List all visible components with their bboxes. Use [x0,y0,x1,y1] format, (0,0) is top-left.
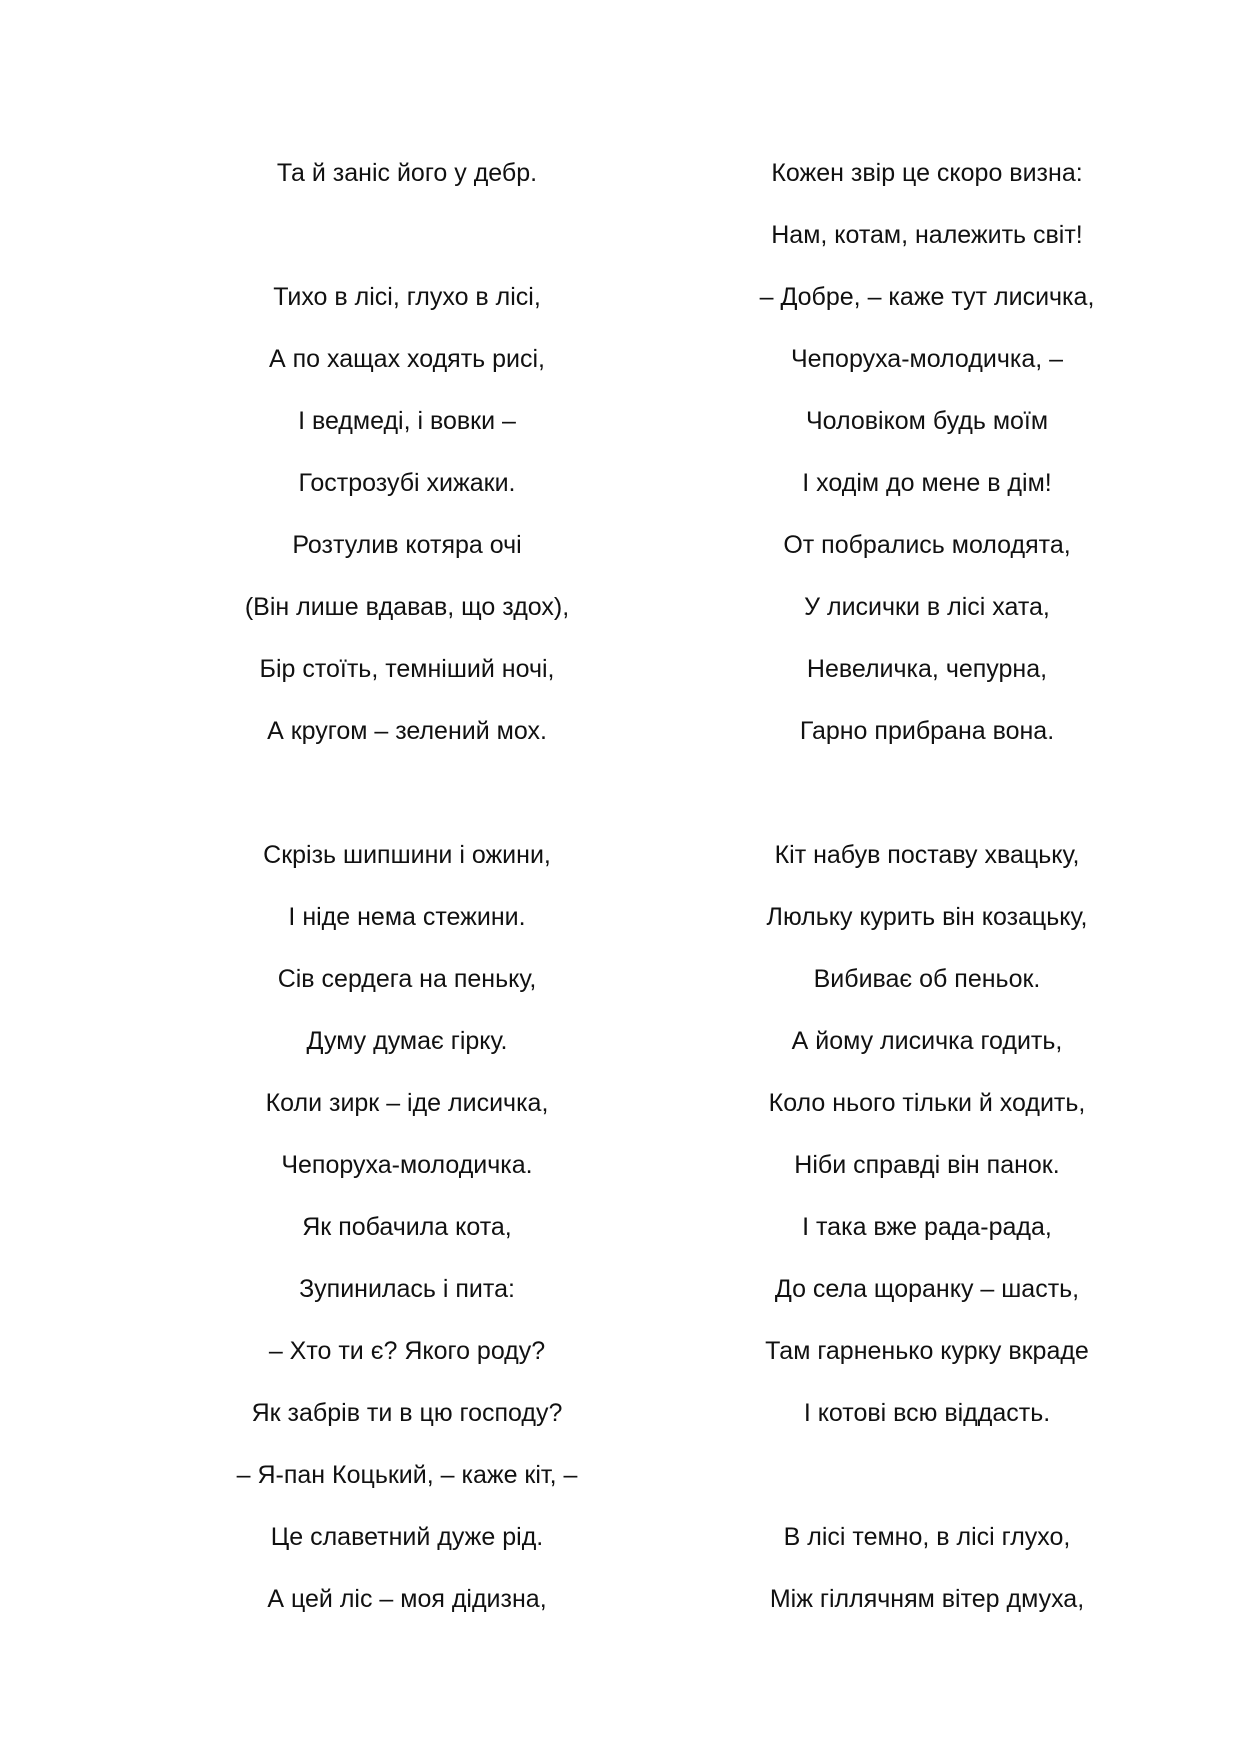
stanza-break [172,778,642,840]
poem-line: Гарно прибрана вона. [799,717,1055,745]
stanza-break [692,1460,1162,1522]
poem-line: Зупинилась і пита: [299,1275,515,1303]
poem-line: – Я-пан Коцький, – каже кіт, – [236,1461,578,1489]
poem-line: – Добре, – каже тут лисичка, [759,283,1095,311]
poem-line: Гострозубі хижаки. [298,469,516,497]
poem-line: Нам, котам, належить світ! [771,221,1083,249]
poem-line: А йому лисичка годить, [791,1027,1063,1055]
poem-line: У лисички в лісі хата, [804,593,1050,621]
poem-line: Тихо в лісі, глухо в лісі, [273,283,541,311]
poem-line: Думу думає гірку. [306,1027,508,1055]
poem-line: І ніде нема стежини. [288,903,526,931]
poem-line: І ведмеді, і вовки – [298,407,516,435]
poem-line: (Він лише вдавав, що здох), [244,593,570,621]
poem-line: І ходім до мене в дім! [802,469,1052,497]
poem-line: Чепоруха-молодичка, – [790,345,1064,373]
poem-line: Вибиває об пеньок. [813,965,1041,993]
poem-line: Коли зирк – іде лисичка, [265,1089,549,1117]
poem-line: Чепоруха-молодичка. [281,1151,533,1179]
poem-line: Бір стоїть, темніший ночі, [259,655,555,683]
poem-line: А кругом – зелений мох. [267,717,547,745]
poem-line: Розтулив котяра очі [292,531,522,559]
poem-line: Люльку курить він козацьку, [766,903,1088,931]
poem-right-column [692,158,1162,1646]
poem-line: Скрізь шипшини і ожини, [263,841,551,869]
poem-line: А цей ліс – моя дідизна, [267,1585,547,1613]
poem-line: Та й заніс його у дебр. [276,159,538,187]
poem-line: До села щоранку – шасть, [774,1275,1080,1303]
poem-line: Кіт набув поставу хвацьку, [774,841,1080,869]
poem-line: – Хто ти є? Якого роду? [268,1337,546,1365]
stanza-break [692,778,1162,840]
poem-line: І така вже рада-рада, [802,1213,1052,1241]
poem-line: Там гарненько курку вкраде [765,1337,1089,1365]
poem-line: Кожен звір це скоро визна: [771,159,1083,187]
stanza-break [172,220,642,282]
poem-line: Між гіллячням вітер дмуха, [769,1585,1085,1613]
poem-line: От побрались молодята, [783,531,1071,559]
poem-line: Чоловіком будь моїм [805,407,1049,435]
poem-line: А по хащах ходять рисі, [268,345,546,373]
poem-line: І котові всю віддасть. [803,1399,1051,1427]
poem-line: Невеличка, чепурна, [806,655,1048,683]
poem-line: Ніби справді він панок. [794,1151,1060,1179]
poem-left-column [172,158,642,1646]
poem-line: Сів сердега на пеньку, [277,965,537,993]
poem-line: Як побачила кота, [302,1213,512,1241]
poem-line: В лісі темно, в лісі глухо, [783,1523,1071,1551]
poem-line: Коло нього тільки й ходить, [768,1089,1086,1117]
poem-line: Як забрів ти в цю господу? [251,1399,563,1427]
poem-line: Це славетний дуже рід. [270,1523,544,1551]
